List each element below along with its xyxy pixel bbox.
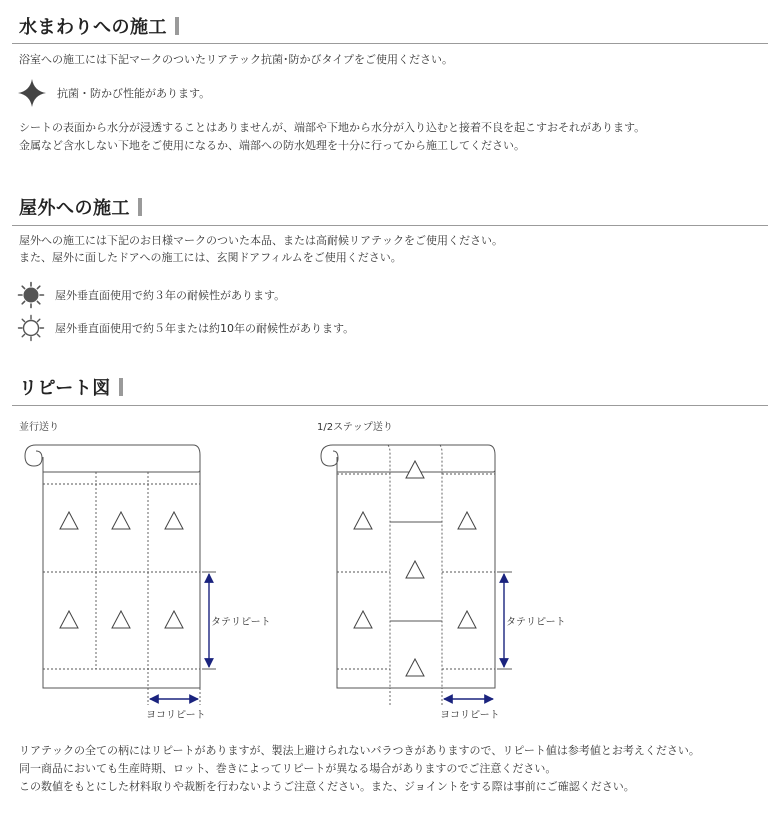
pattern-triangle — [112, 611, 130, 628]
half-step-feed-diagram — [317, 421, 566, 721]
vertical-repeat-label: タテリピート — [211, 617, 271, 628]
antibacterial-mark-row — [17, 78, 210, 108]
repeat-section-title: リピート図 — [19, 377, 123, 401]
pattern-triangle — [406, 659, 424, 676]
outdoor-section-title: 屋外への施工 — [19, 197, 142, 221]
sun-mark-label-2: 屋外垂直面使用で約５年または約10年の耐候性があります。 — [55, 322, 355, 335]
antibacterial-label: 抗菌・防かび性能があります。 — [57, 87, 211, 100]
horizontal-repeat-label: ヨコリピート — [146, 710, 206, 721]
horizontal-repeat-label: ヨコリピート — [440, 710, 500, 721]
water-section-title: 水まわりへの施工 — [19, 16, 179, 40]
pattern-triangle — [354, 611, 372, 628]
pattern-triangle — [165, 611, 183, 628]
outdoor-intro-line-1: 屋外への施工には下記のお日様マークのついた本品、または高耐候リアテックをご使用ください。 — [19, 234, 503, 247]
pattern-triangle — [458, 512, 476, 529]
section-divider — [12, 43, 768, 44]
pattern-triangle — [458, 611, 476, 628]
section-divider — [12, 405, 768, 406]
pattern-triangle — [165, 512, 183, 529]
sun-mark-row-1 — [17, 281, 285, 309]
parallel-feed-diagram — [19, 421, 271, 721]
repeat-note-3: この数値をもとにした材料取りや裁断を行わないようご注意ください。また、ジョイントをする際は事前にご確認ください。 — [19, 780, 635, 793]
vertical-repeat-label: タテリピート — [506, 617, 566, 628]
outdoor-intro-line-2: また、屋外に面したドアへの施工には、玄関ドアフィルムをご使用ください。 — [19, 251, 402, 264]
diagram-caption-parallel: 並行送り — [19, 422, 59, 433]
title-accent-bar — [138, 198, 142, 216]
pattern-triangle — [112, 512, 130, 529]
title-accent-bar — [119, 378, 123, 396]
section-divider — [12, 225, 768, 226]
sun-filled-icon — [17, 281, 45, 309]
title-accent-bar — [175, 17, 179, 35]
water-warning-line-1: シートの表面から水分が浸透することはありませんが、端部や下地から水分が入り込むと接着不良を起こすおそれがあります。 — [19, 121, 646, 134]
pattern-triangle — [406, 461, 424, 478]
sun-mark-label-1: 屋外垂直面使用で約３年の耐候性があります。 — [55, 289, 286, 302]
sun-outline-icon — [17, 314, 45, 342]
pattern-triangle — [60, 512, 78, 529]
pattern-triangle — [60, 611, 78, 628]
four-point-star-icon — [17, 78, 47, 108]
sun-mark-row-2 — [17, 314, 354, 342]
water-intro: 浴室への施工には下記マークのついたリアテック抗菌･防かびタイプをご使用ください。 — [19, 53, 453, 66]
repeat-diagrams — [0, 410, 780, 730]
repeat-note-2: 同一商品においても生産時期、ロット、巻きによってリピートが異なる場合がありますのでご注意ください。 — [19, 762, 557, 775]
diagram-caption-half-step: 1/2ステップ送り — [317, 422, 393, 433]
water-warning-line-2: 金属など含水しない下地をご使用になるか、端部への防水処理を十分に行ってから施工してください。 — [19, 139, 525, 152]
pattern-triangle — [354, 512, 372, 529]
pattern-triangle — [406, 561, 424, 578]
repeat-note-1: リアテックの全ての柄にはリピートがありますが、製法上避けられないバラつきがありますので、リピート値は参考値とお考えください。 — [19, 744, 700, 757]
